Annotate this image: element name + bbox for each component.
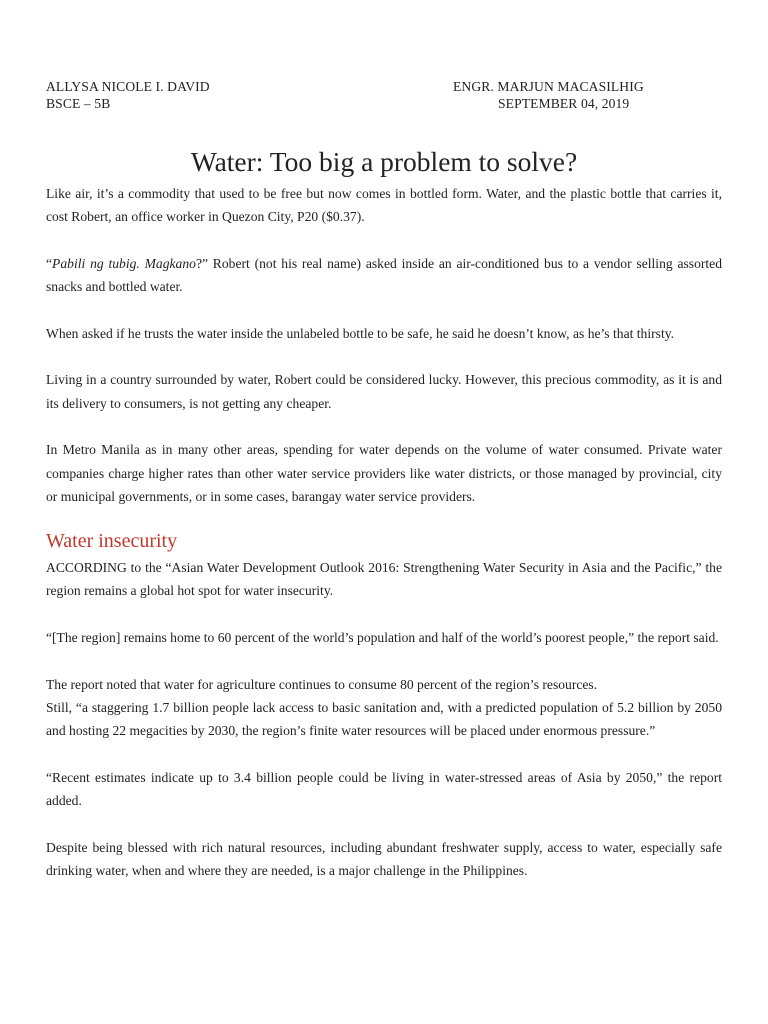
header-row-2: [46, 95, 722, 112]
document-header: [46, 78, 722, 112]
document-body: [46, 182, 722, 882]
section-heading: Water insecurity: [46, 530, 178, 553]
document-date: SEPTEMBER 04, 2019: [498, 96, 630, 111]
paragraph: The report noted that water for agriculture continues to consume 80 percent of the region’s resources.: [46, 676, 598, 692]
italic-quote: Pabili ng tubig. Magkano: [52, 255, 196, 271]
paragraph: Like air, it’s a commodity that used to be free but now comes in bottled form. Water, and the plastic bottle that carries it, cost Robert, an office worker in Quezon City, P20 ($0.37).: [46, 186, 722, 225]
paragraph: In Metro Manila as in many other areas, spending for water depends on the volume of water consumed. Private water companies charge higher rates than other water service providers like water districts, or those managed by provincial, city or municipal governments, or in some cases, barangay water service providers.: [46, 442, 722, 504]
paragraph: When asked if he trusts the water inside the unlabeled bottle to be safe, he said he doesn’t know, as he’s that thirsty.: [46, 325, 675, 341]
paragraph: [46, 252, 722, 299]
open-quote: “: [46, 255, 53, 271]
paragraph: ACCORDING to the “Asian Water Development Outlook 2016: Strengthening Water Security in Asia and the Pacific,” the region remains a global hot spot for water insecurity.: [46, 560, 722, 599]
paragraph-text: ?” Robert (not his real name) asked inside an air-conditioned bus to a vendor selling assorted snacks and bottled water.: [46, 255, 723, 295]
paragraph: Still, “a staggering 1.7 billion people lack access to basic sanitation and, with a predicted population of 5.2 billion by 2050 and hosting 22 megacities by 2030, the region’s finite water resources will be placed under enormous pressure.”: [46, 699, 722, 739]
paragraph: Living in a country surrounded by water, Robert could be considered lucky. However, this precious commodity, as it is and its delivery to consumers, is not getting any cheaper.: [46, 372, 722, 411]
header-row-1: [46, 78, 722, 95]
student-name: ALLYSA NICOLE I. DAVID: [46, 79, 210, 94]
paragraph: “Recent estimates indicate up to 3.4 billion people could be living in water-stressed areas of Asia by 2050,” the report added.: [46, 769, 722, 809]
instructor-name: ENGR. MARJUN MACASILHIG: [453, 79, 644, 94]
document-title: Water: Too big a problem to solve?: [190, 146, 578, 177]
paragraph: Despite being blessed with rich natural resources, including abundant freshwater supply, access to water, especially safe drinking water, when and where they are needed, is a major challenge in the Philippines.: [46, 839, 722, 879]
course-section: BSCE – 5B: [46, 96, 111, 111]
paragraph: “[The region] remains home to 60 percent of the world’s population and half of the world’s poorest people,” the report said.: [46, 630, 719, 646]
